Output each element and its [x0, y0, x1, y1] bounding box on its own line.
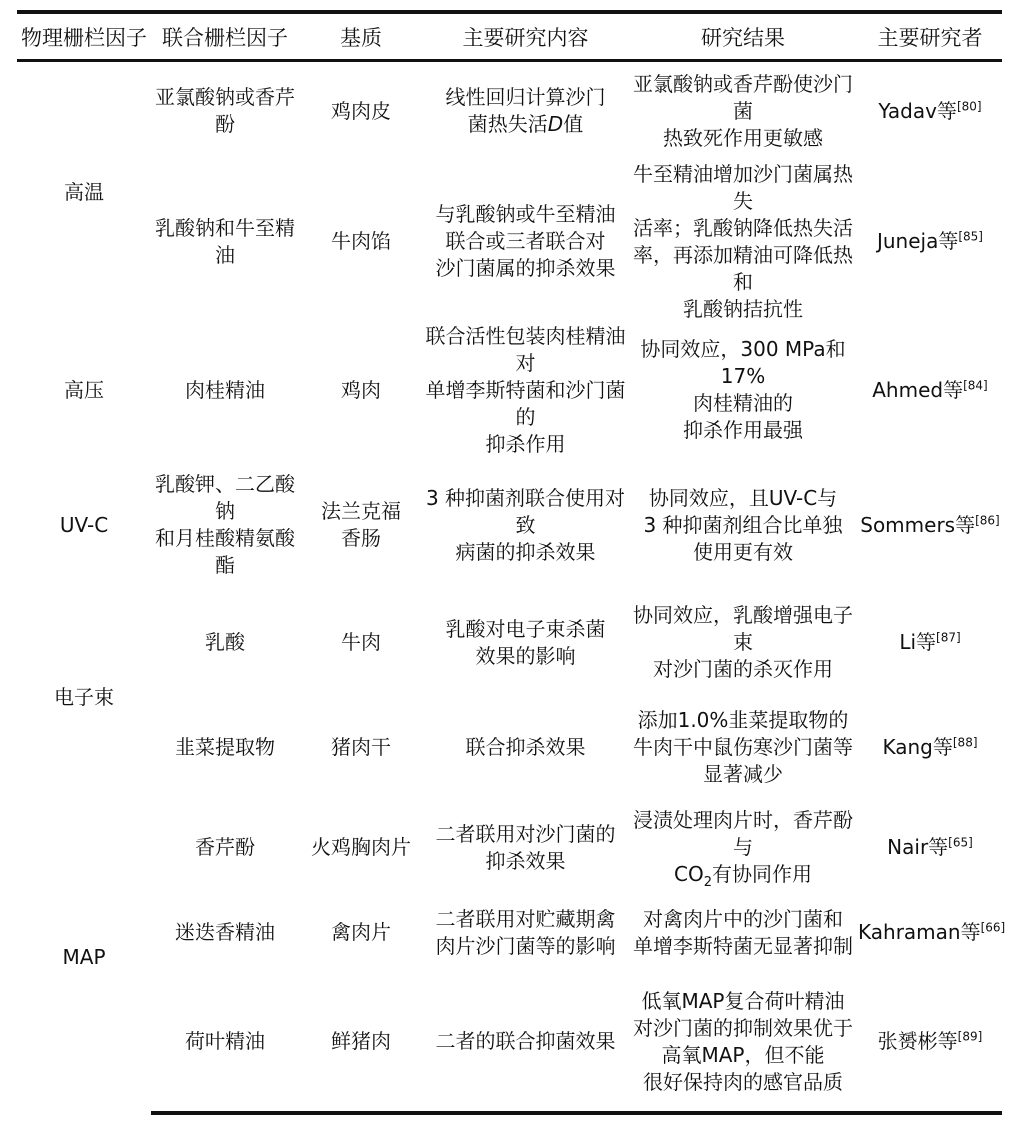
content-cell: 二者联用对沙门菌的 抑杀效果 — [435, 821, 616, 873]
author-cell: Yadav等[80] — [878, 98, 982, 123]
result-cell: 协同效应，且UV-C与 3 种抑菌剂组合比单独 使用更有效 — [643, 485, 843, 564]
d-value-symbol: D — [547, 112, 564, 137]
matrix-cell: 火鸡胸肉片 — [311, 835, 411, 859]
matrix-cell: 鸡肉 — [341, 377, 381, 402]
result-cell: 协同效应，乳酸增强电子束 对沙门菌的杀灭作用 — [633, 603, 853, 681]
matrix-cell: 法兰克福 香肠 — [321, 499, 401, 550]
matrix-cell: 禽肉片 — [331, 920, 391, 944]
group-cell-map: MAP — [62, 945, 106, 969]
author-cell: Juneja等[85] — [876, 229, 983, 253]
author-cell: Ahmed等[84] — [872, 377, 988, 402]
combined-factor-cell: 荷叶精油 — [151, 973, 299, 1113]
table-row — [17, 61, 1002, 161]
citation-ref: [86] — [975, 512, 1000, 527]
result-cell: 浸渍处理肉片时，香芹酚与 $CO_2$有协同作用 — [633, 808, 853, 890]
header-physical-factor: 物理栅栏因子 — [17, 12, 151, 61]
content-cell: 与乳酸钠或牛至精油 联合或三者联合对 沙门菌属的抑杀效果 — [435, 202, 616, 280]
group-cell-ebeam: 电子束 — [54, 685, 114, 709]
combined-factor-cell: 乳酸钠和牛至精油 — [155, 215, 295, 267]
header-research-result: 研究结果 — [628, 12, 858, 61]
citation-ref: [87] — [936, 630, 961, 645]
matrix-cell: 鸡肉皮 — [331, 98, 391, 123]
combined-factor-cell: 乳酸钾、二乙酸钠 和月桂酸精氨酸酯 — [155, 472, 295, 577]
citation-ref: [89] — [957, 1029, 983, 1044]
result-cell: 添加1.0%韭菜提取物的 牛肉干中鼠伤寒沙门菌等 显著减少 — [633, 708, 853, 786]
citation-ref: [66] — [980, 920, 1006, 935]
table-row — [17, 458, 1002, 593]
combined-factor-cell: 乳酸 — [205, 630, 245, 654]
matrix-cell: 牛肉馅 — [331, 229, 391, 253]
result-cell: 牛至精油增加沙门菌属热失 活率；乳酸钠降低热失活 率，再添加精油可降低热和 乳酸钠拮抗性 — [633, 161, 853, 321]
combined-factor-cell: 亚氯酸钠或香芹酚 — [155, 85, 295, 137]
citation-ref: [88] — [952, 735, 978, 750]
result-cell: 协同效应，300 MPa和17% 肉桂精油的 抑杀作用最强 — [640, 337, 846, 442]
citation-ref: [65] — [948, 835, 973, 850]
content-cell: 3 种抑菌剂联合使用对致 病菌的抑杀效果 — [425, 485, 626, 564]
table-row — [17, 973, 1002, 1113]
group-cell-uvc: UV-C — [59, 512, 109, 537]
header-row — [17, 12, 1002, 61]
table-row — [17, 803, 1002, 893]
header-matrix: 基质 — [299, 12, 423, 61]
author-cell: 张赟彬等[89] — [858, 973, 1002, 1113]
combined-factor-cell: 香芹酚 — [195, 835, 255, 859]
content-cell: 联合抑杀效果 — [465, 735, 586, 759]
combined-factor-cell: 迷迭香精油 — [175, 920, 275, 944]
header-researcher: 主要研究者 — [858, 12, 1002, 61]
table-row — [17, 161, 1002, 323]
author-cell: Sommers等[86] — [860, 512, 1000, 537]
author-cell: Nair等[65] — [887, 835, 973, 859]
subscript-2: 2 — [703, 875, 712, 890]
citation-ref: [84] — [963, 377, 988, 392]
table-row — [17, 693, 1002, 803]
author-cell: Kang等[88] — [882, 735, 978, 759]
content-cell: 二者联用对贮藏期禽 肉片沙门菌等的影响 — [435, 906, 616, 958]
table-row — [17, 893, 1002, 973]
result-cell: 亚氯酸钠或香芹酚使沙门菌 热致死作用更敏感 — [633, 71, 853, 150]
content-cell: 二者的联合抑菌效果 — [423, 973, 628, 1113]
author-cell: Kahraman等[66] — [858, 920, 1006, 944]
header-research-content: 主要研究内容 — [423, 12, 628, 61]
table-row — [17, 323, 1002, 458]
result-cell: 对禽肉片中的沙门菌和 单增李斯特菌无显著抑制 — [633, 906, 853, 958]
content-cell: 线性回归计算沙门 菌热失活D值 — [445, 85, 606, 137]
group-cell-high-temp: 高温 — [64, 179, 104, 204]
header-combined-factor: 联合栅栏因子 — [151, 12, 299, 61]
content-cell: 联合活性包装肉桂精油对 单增李斯特菌和沙门菌的 抑杀作用 — [425, 323, 626, 456]
matrix-cell: 猪肉干 — [331, 735, 391, 759]
citation-ref: [80] — [956, 99, 982, 114]
data-table — [17, 10, 1006, 1115]
matrix-cell: 牛肉 — [341, 630, 381, 654]
result-cell: 低氧MAP复合荷叶精油 对沙门菌的抑制效果优于 高氧MAP，但不能 很好保持肉的感官品质 — [628, 973, 858, 1113]
combined-factor-cell: 肉桂精油 — [185, 377, 265, 402]
combined-factor-cell: 韭菜提取物 — [175, 735, 275, 759]
content-cell: 乳酸对电子束杀菌 效果的影响 — [445, 616, 606, 668]
author-cell: Li等[87] — [899, 630, 961, 654]
group-cell-high-pressure: 高压 — [64, 377, 104, 402]
matrix-cell: 鲜猪肉 — [299, 973, 423, 1113]
table-row — [17, 593, 1002, 693]
citation-ref: [85] — [958, 229, 983, 244]
